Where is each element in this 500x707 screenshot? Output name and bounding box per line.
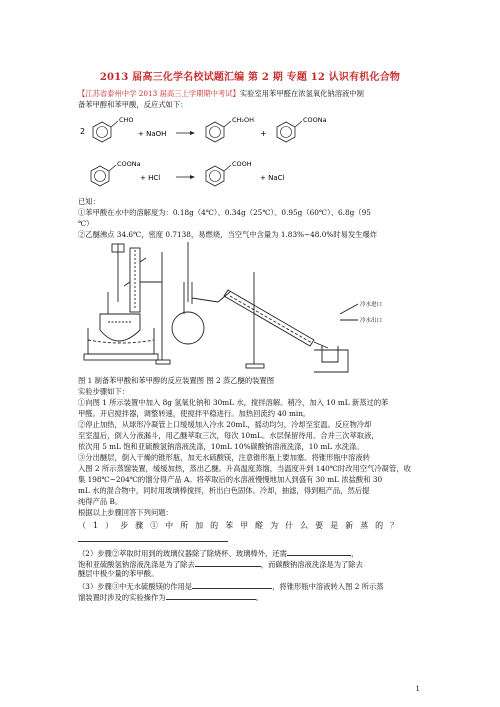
step-2-line-3: 依次用 5 mL 饱和亚硫酸氢钠溶液洗涤，10mL 10%碳酸钠溶液洗涤，10 mL 水洗涤。 [78, 442, 364, 451]
question-3-text-a-mid: ，将锥形瓶中溶液转入图 2 所示蒸 [272, 582, 384, 591]
reaction-2-plus-hcl: + HCl [140, 174, 161, 182]
reaction-2-group-coona: COONa [117, 160, 141, 168]
reaction-2-equation [78, 156, 428, 192]
question-1: （1）步骤①中所加的苯甲醛为什么要是新蒸的？ [78, 521, 406, 530]
step-3-line-5: 纯得产品 B。 [78, 497, 123, 506]
questions-intro: 根据以上步骤回答下列问题： [78, 508, 173, 517]
reaction-2-group-cooh: COOH [232, 160, 252, 168]
benzene-ring-benzaldehyde [93, 121, 118, 142]
intro-line-1 [78, 89, 364, 100]
question-3-text-b: 馏装置时涉及的实验操作为 [78, 593, 166, 602]
figure-caption: 图 1 制备苯甲酸和苯甲醇的反应装置图 图 2 蒸乙醚的装置图 [78, 376, 275, 385]
step-2-line-1: ②停止加热，从球形冷凝管上口缓缓加入冷水 20mL，摇动均匀，冷却至室温。反应物冷却 [78, 420, 372, 429]
known-label: 已知： [78, 197, 100, 206]
step-2-line-2: 至室温后，倒入分液漏斗，用乙醚萃取三次，每次 10mL。水层保留待用。合并三次萃取液， [78, 431, 379, 440]
known-item-1-line-1: ①苯甲酸在水中的溶解度为：0.18g（4℃）、0.34g（25℃）、0.95g（60℃）、6.8g（95 [78, 208, 371, 217]
receiver-flask [322, 346, 338, 362]
step-1-line-2: 甲醛。开启搅拌器，调整转速，使搅拌平稳进行。加热回流约 40 min。 [78, 409, 311, 418]
question-2-text-b: 饱和亚硫酸氢钠溶液洗涤是为了除去 [78, 560, 195, 569]
reaction-1-arrow-head [190, 131, 195, 135]
question-1-answer-blank[interactable] [78, 533, 228, 542]
known-item-1-line-2: ℃） [78, 219, 94, 228]
page-number: 1 [415, 685, 420, 693]
benzene-ring-benzoic-acid [206, 165, 231, 186]
three-neck-flask [100, 314, 140, 341]
benzene-ring-benzyl-alcohol [206, 121, 231, 142]
liebig-condenser [224, 290, 314, 346]
heater-base [84, 354, 158, 360]
benzene-ring-sodium-benzoate [277, 121, 302, 142]
step-3-line-3: 集 198℃~204℃的馏分得产品 A。将萃取后的水溶液慢慢地加入到盛有 30 mL 浓盐酸和 30 [78, 475, 383, 484]
question-2-line-3: 醚层中极少量的苯甲酸。 [78, 569, 159, 578]
figure-1-reflux-apparatus [84, 244, 170, 364]
reaction-1-equation [78, 112, 428, 148]
question-2-text-a-end: ， [350, 549, 359, 558]
question-3-blank-2[interactable] [166, 591, 256, 600]
adapter [314, 342, 328, 348]
step-3-line-2: 入图 2 所示蒸馏装置，缓缓加热，蒸出乙醚。升高温度蒸馏，当温度升到 140℃时改用空气冷凝管，收 [78, 464, 411, 473]
reaction-2-plus-nacl: + NaCl [260, 174, 285, 182]
known-item-2: ②乙醚沸点 34.6℃，密度 0.7138，易燃烧，当空气中含量为 1.83%~48.0%时易发生爆炸 [78, 230, 378, 239]
step-1-line-1: ①向图 1 所示装置中加入 8g 氢氧化钠和 30mL 水，搅拌溶解。稍冷，加入 10 mL 新蒸过的苯 [78, 398, 389, 407]
question-2-text-b-mid: ，而碳酸钠溶液洗涤是为了除去 [260, 560, 363, 569]
reaction-2-arrow-head [190, 175, 195, 179]
step-3-line-1: ③分出醚层，倒入干燥的锥形瓶，加无水硫酸镁，注意锥形瓶上要加塞。将锥形瓶中溶液转 [78, 453, 370, 462]
benzene-ring-sodium-benzoate-2 [91, 165, 116, 186]
step-3-line-4: mL 水的混合物中，同时用玻璃棒搅拌，析出白色固体。冷却，抽滤，得到粗产品，然后提 [78, 486, 370, 495]
ice-bath [314, 350, 348, 372]
question-2-blank-2[interactable] [195, 558, 261, 567]
reaction-1-plus: + [260, 129, 267, 138]
question-source: 【江苏省泰州中学 2013 届高三上学期期中考试】 [78, 89, 240, 98]
question-2-text-a: （2）步骤②萃取时用到的玻璃仪器除了除烧杯、玻璃棒外，还需 [78, 549, 287, 558]
question-3-line-2 [78, 591, 263, 604]
label-water-out: 冷水出口 [360, 318, 383, 324]
intro-line-1-rest: 实验室用苯甲醛在浓氢氧化钠溶液中制 [239, 89, 364, 98]
intro-line-2: 备苯甲醇和苯甲酸，反应式如下： [78, 100, 188, 109]
question-3-text-b-end: 。 [255, 593, 263, 602]
steps-label: 实验步骤如下： [78, 387, 130, 396]
reaction-1-coefficient: 2 [80, 127, 86, 136]
question-3-blank-1[interactable] [192, 580, 272, 589]
reaction-1-plus-naoh: + NaOH [138, 130, 167, 138]
question-2-blank-1[interactable] [287, 547, 351, 556]
figure-2-distillation-apparatus [172, 242, 358, 372]
apparatus-figure [78, 242, 408, 374]
label-water-in: 冷水进口 [360, 302, 383, 308]
reaction-1-group-cho: CHO [119, 116, 134, 124]
distillation-flask [172, 312, 204, 344]
page-title: 2013 届高三化学名校试题汇编 第 2 期 专题 12 认识有机化合物 [99, 72, 401, 83]
reaction-1-group-ch2oh: CH₂OH [232, 116, 255, 124]
reaction-1-group-coona: COONa [303, 116, 327, 124]
question-3-text-a: （3）步骤③中无水硫酸镁的作用是 [78, 582, 193, 591]
